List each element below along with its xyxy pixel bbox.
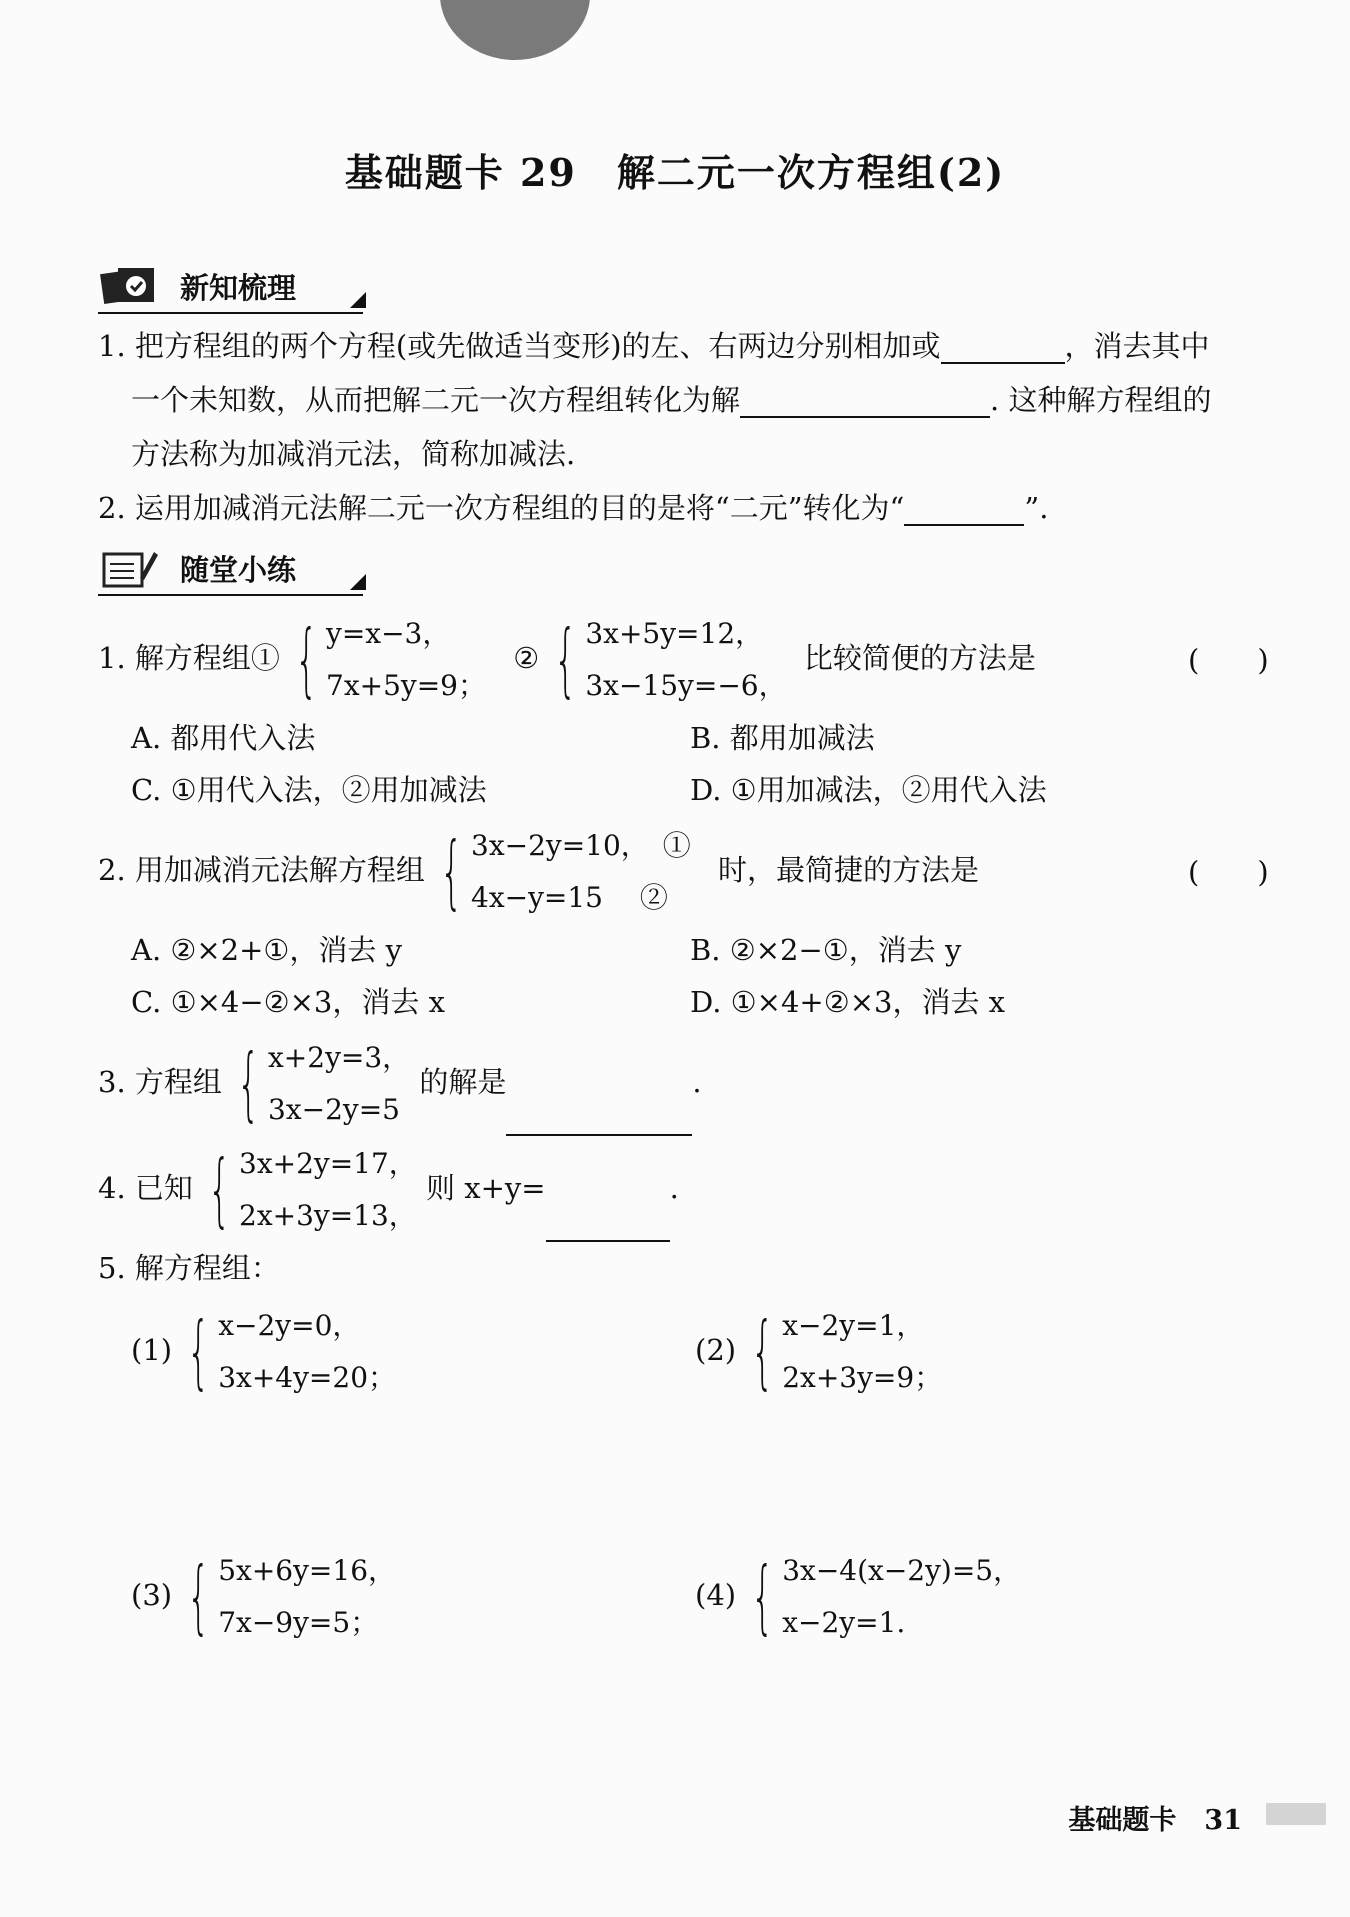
equation: x+2y=3， [268, 1041, 411, 1074]
question-text: 时，最简捷的方法是 [718, 853, 980, 887]
equation: 3x+5y=12， [585, 617, 764, 650]
corner-triangle [350, 574, 366, 590]
text: ”. [1024, 491, 1049, 525]
practice-question-5: 5. 解方程组： [98, 1251, 280, 1285]
equation-system [745, 1300, 942, 1404]
sub-system-1 [131, 1300, 396, 1404]
text: . 这种解方程组的 [990, 383, 1212, 417]
footer-bar [1266, 1803, 1326, 1825]
fill-blank[interactable] [546, 1210, 670, 1242]
equation: x−2y=0， [218, 1309, 361, 1342]
equations [218, 1545, 396, 1649]
question-text: . [669, 1171, 679, 1205]
section-underline [98, 312, 363, 314]
equation-system [745, 1545, 1021, 1649]
brace: { [208, 1143, 232, 1236]
sub-label: (4) [695, 1578, 737, 1612]
knowledge-item-1-line2 [131, 382, 1211, 418]
option-c: C. ①用代入法，②用加减法 [131, 773, 487, 807]
equations [239, 1138, 417, 1242]
practice-question-1 [98, 608, 1036, 712]
practice-question-3 [98, 1032, 702, 1136]
equations [585, 608, 786, 712]
brace: { [440, 825, 464, 918]
question-text: 1. 解方程组① [98, 641, 280, 675]
equation: 2x+3y=9； [782, 1361, 943, 1394]
option-a: A. 都用代入法 [131, 721, 316, 755]
equation-system [434, 820, 691, 924]
equation: 3x−2y=10， ① [471, 829, 691, 862]
equation-system [181, 1300, 396, 1404]
equation: 3x−15y=−6， [585, 669, 787, 702]
option-c: C. ①×4−②×3，消去 x [131, 985, 445, 1019]
knowledge-item-2 [98, 490, 1048, 526]
equation: 2x+3y=13， [239, 1199, 417, 1232]
brace: { [187, 1305, 211, 1398]
sub-label: (1) [131, 1333, 173, 1367]
option-a: A. ②×2+①，消去 y [131, 933, 403, 967]
equations [471, 820, 691, 924]
equation: y=x−3， [326, 617, 451, 650]
brace: { [237, 1037, 261, 1130]
sub-system-4 [695, 1545, 1021, 1649]
question-text: 3. 方程组 [98, 1065, 222, 1099]
sub-label: (3) [131, 1578, 173, 1612]
brace: { [554, 613, 578, 706]
equation: 3x−2y=5 [268, 1093, 400, 1126]
equation: 3x−4(x−2y)=5， [782, 1554, 1022, 1587]
question-text: 则 x+y= [426, 1171, 546, 1205]
sub-label: (2) [695, 1333, 737, 1367]
equation-system [289, 608, 486, 712]
notebook-check-icon [100, 264, 160, 308]
equation: x−2y=1. [782, 1606, 906, 1639]
equations [218, 1300, 396, 1404]
sub-system-2 [695, 1300, 942, 1404]
equations [268, 1032, 410, 1136]
page-number: 31 [1204, 1805, 1242, 1836]
equation: 7x+5y=9； [326, 669, 486, 702]
equation: 4x−y=15 ② [471, 881, 668, 914]
option-b: B. ②×2−①，消去 y [690, 933, 962, 967]
equation-system [548, 608, 786, 712]
question-text: . [692, 1065, 702, 1099]
brace: { [187, 1550, 211, 1643]
fill-blank[interactable] [506, 1104, 692, 1136]
practice-question-4 [98, 1138, 679, 1242]
option-b: B. 都用加减法 [690, 721, 875, 755]
text: 1. 把方程组的两个方程(或先做适当变形)的左、右两边分别相加或 [98, 329, 941, 363]
knowledge-item-1-line3: 方法称为加减消元法，简称加减法. [131, 437, 576, 471]
practice-question-2 [98, 820, 979, 924]
corner-triangle [350, 292, 366, 308]
text: 一个未知数，从而把解二元一次方程组转化为解 [131, 383, 741, 417]
question-text: 2. 用加减消元法解方程组 [98, 853, 425, 887]
equations [782, 1545, 1021, 1649]
brace: { [751, 1305, 775, 1398]
question-text: 的解是 [419, 1065, 507, 1099]
section-underline [98, 594, 363, 596]
equation: 3x+2y=17， [239, 1147, 417, 1180]
answer-parentheses[interactable]: ( ) [1188, 643, 1269, 677]
equations [326, 608, 486, 712]
sub-system-3 [131, 1545, 396, 1649]
equation: 5x+6y=16， [218, 1554, 397, 1587]
equation-system [231, 1032, 410, 1136]
footer-label: 基础题卡 [1068, 1805, 1177, 1836]
equation-system [202, 1138, 417, 1242]
question-text: 4. 已知 [98, 1171, 193, 1205]
equation-system [181, 1545, 396, 1649]
brace: { [751, 1550, 775, 1643]
brace: { [295, 613, 319, 706]
text: ，消去其中 [1064, 329, 1210, 363]
question-text: 比较简便的方法是 [803, 641, 1036, 675]
option-d: D. ①×4+②×3，消去 x [690, 985, 1006, 1019]
equations [782, 1300, 942, 1404]
equation: 7x−9y=5； [218, 1606, 379, 1639]
section-header-practice [98, 540, 368, 596]
page-title: 基础题卡 29 解二元一次方程组(2) [344, 150, 1006, 195]
section-label: 新知梳理 [180, 271, 297, 305]
fill-blank[interactable] [740, 386, 990, 418]
notepad-pen-icon [100, 546, 160, 590]
section-label: 随堂小练 [180, 553, 297, 587]
answer-parentheses[interactable]: ( ) [1188, 855, 1269, 889]
system-mark: ② [513, 641, 540, 675]
decorative-circle [440, 0, 590, 60]
page-footer [1068, 1798, 1242, 1837]
fill-blank[interactable] [941, 332, 1065, 364]
text: 2. 运用加减消元法解二元一次方程组的目的是将“二元”转化为“ [98, 491, 905, 525]
knowledge-item-1-line1 [98, 328, 1210, 364]
equation: x−2y=1， [782, 1309, 925, 1342]
equation: 3x+4y=20； [218, 1361, 397, 1394]
fill-blank[interactable] [904, 494, 1024, 526]
section-header-new-knowledge [98, 258, 368, 314]
option-d: D. ①用加减法，②用代入法 [690, 773, 1047, 807]
